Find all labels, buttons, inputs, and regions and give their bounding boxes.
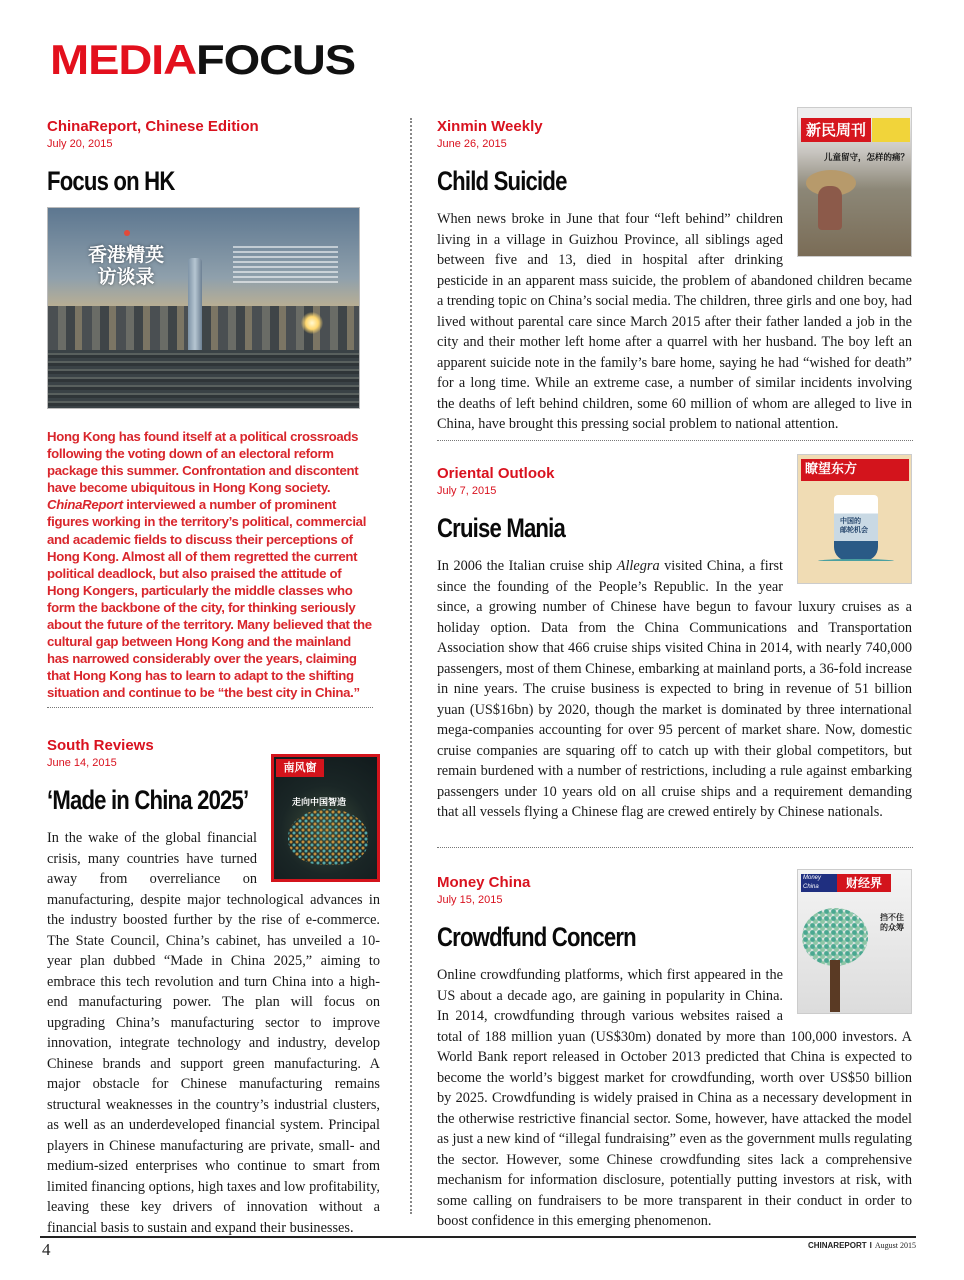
cover-masthead: 南风窗: [276, 759, 324, 777]
footer-brand: CHINAREPORT: [807, 1241, 867, 1250]
footer-publication: [808, 1241, 916, 1251]
wave-graphic: [818, 559, 894, 563]
article-lead: Hong Kong has found itself at a political crossroads following the voting down of an electoral reform package this summer. Confrontation and discontent have become ubiquitous in Hong Kong society. ChinaReport interviewed a number of prominent figures working in the territory’s political, commercial and academic fields to discuss their perceptions of Hong Kong. Almost all of them regretted the current political deadlock, but also praised the attitude of Hong Kongers, particularly the middle classes who form the backbone of the city, for thinking seriously about the future of the territory. Many believed that the cultural gap between Hong Kong and the mainland has narrowed considerably over the years, claiming that Hong Kong has to learn to adapt to the shifting situation and continue to be “the best city in China.”: [47, 429, 372, 701]
article-date: June 14, 2015: [47, 757, 117, 769]
article-headline: Crowdfund Concern: [437, 922, 636, 952]
article-body: 南风窗 走向中国智造 In the wake of the global financial crisis, many countries have turned away from overreliance on manufacturing, despite major technological advances in the industry boosted further by the rise of e-commerce. The State Council, China’s cabinet, has unveiled a 10-year plan dubbed “Made in China 2025,” aiming to embrace this tech revolution and turn China into a high-end manufacturing power. The plan will focus on upgrading China’s manufacturing sector to improve innovation, integrate technology and industry, develop Chinese brands and support green manufacturing. A major obstacle for Chinese manufacturing remains structural weaknesses in the country’s industrial clusters, as well as an underdeveloped financial system. Principal players in Chinese manufacturing are private, small- and medium-sized enterprises who continue to smart from limited financing options, high taxes and low profitability, leaving these key drivers of innovation without a financial basis to sustain and expand their businesses.: [47, 828, 380, 1238]
photo-harbour: [48, 350, 359, 409]
hong-kong-skyline-photo: [47, 207, 360, 409]
child-figure: [818, 186, 842, 230]
article-separator: [47, 707, 373, 708]
photo-title-zh: 香港精英 访谈录: [88, 244, 165, 288]
article-made-in-china-2025: [47, 737, 380, 1238]
footer-issue: August 2015: [874, 1241, 916, 1250]
article-headline: Cruise Mania: [437, 513, 565, 543]
brain-circuit-graphic: [288, 809, 368, 865]
article-date: July 15, 2015: [437, 894, 503, 906]
article-child-suicide: [437, 118, 912, 435]
cover-headline: 挡不住 的众筹: [880, 912, 904, 932]
article-body: 新民周刊 儿童留守，怎样的痛？ When news broke in June that four “left behind” children living in a village in Guizhou Province, all siblings aged between five and 13, died in hospital after drinking pesticide in an apparent mass suicide, the problem of abandoned children became a trending topic on China’s social media. The children, three girls and one boy, had lived without parental care since March 2015 after their father landed a job in the city and their mother left home after a quarrel with her husband. The boy left an apparent suicide note in the family’s bare home, saying he had “wished for death” for a long time. While an extreme case, a number of similar incidents involving the deaths of left behind children, some 60 million of whom are alleged to live in China, have brought this pressing social problem to national attention.: [437, 209, 912, 435]
masthead-media: MEDIA: [50, 36, 196, 83]
magazine-cover-xinmin-weekly: [797, 107, 912, 257]
page-number: 4: [42, 1240, 51, 1259]
article-source: Xinmin Weekly: [437, 118, 543, 135]
article-cruise-mania: [437, 462, 912, 823]
article-source: South Reviews: [47, 737, 154, 754]
cover-headline: 走向中国智造: [292, 798, 347, 808]
tree-trunk-graphic: [830, 960, 840, 1012]
masthead-focus: FOCUS: [195, 36, 356, 83]
cover-masthead-en: Money China: [801, 874, 837, 892]
cover-headline: 儿童留守，怎样的痛？: [824, 153, 910, 163]
footer-rule: [40, 1236, 916, 1238]
photo-sun: [301, 312, 323, 334]
article-headline: Focus on HK: [47, 166, 175, 196]
article-date: July 20, 2015: [47, 138, 113, 150]
photo-blurb-text: [233, 246, 338, 286]
article-headline: Child Suicide: [437, 166, 567, 196]
magazine-cover-money-china: [797, 869, 912, 1014]
section-masthead: [50, 36, 356, 83]
column-divider: [410, 118, 412, 1214]
article-source: ChinaReport, Chinese Edition: [47, 118, 259, 135]
tree-graphic: [802, 908, 868, 966]
cover-masthead: 瞭望东方: [801, 459, 909, 481]
article-focus-on-hk: [47, 118, 362, 197]
article-separator: [437, 847, 913, 848]
cover-headline: 中国的 邮轮机会: [840, 517, 868, 534]
article-crowdfund-concern: [437, 874, 912, 1232]
magazine-cover-south-reviews: [271, 754, 380, 882]
article-body: Money China 财经界 挡不住 的众筹 Online crowdfunding platforms, which first appeared in the US about a decade ago, are gaining in popularity in China. In 2014, crowdfunding through various websites raised a total of 188 million yuan (US$30m) donated by more than 100,000 investors. A World Bank report released in October 2013 predicted that China is expected to become the world’s biggest market for crowdfunding, worth over US$50 billion by 2025. Crowdfunding is widely praised in China as a necessary development in the otherwise restrictive financial sector. Some, however, have attacked the model as just a new kind of “illegal fundraising” even as the government mulls regulating the sector. However, some Chinese crowdfunding sites lack a comprehensive mechanism for information disclosure, potentially putting investors at risk, with some calling on fundraisers to be more transparent in their conduct in order to boost confidence in this emerging phenomenon.: [437, 965, 912, 1232]
red-dot-icon: [124, 230, 130, 236]
article-date: June 26, 2015: [437, 138, 507, 150]
photo-tower: [188, 258, 202, 350]
magazine-cover-oriental-outlook: [797, 454, 912, 584]
article-date: July 7, 2015: [437, 485, 497, 497]
article-source: Oriental Outlook: [437, 465, 555, 482]
article-focus-on-hk-lead: [47, 428, 375, 702]
article-headline: ‘Made in China 2025’: [47, 785, 249, 815]
article-separator: [437, 440, 913, 441]
cover-masthead: 新民周刊: [801, 118, 871, 142]
article-body: 瞭望东方 中国的 邮轮机会 In 2006 the Italian cruise ship Allegra visited China, a first since the founding of the People’s Republic. In the year since, a growing number of Chinese have begun to favour luxury cruises as a holiday option. Data from the China Communications and Transportation Association show that 466 cruise ships visited China in 2014, with nearly 740,000 passengers, most of them Chinese, embarking at mainland ports, a 36-fold increase in nine years. The cruise business is expected to bring in revenue of 51 billion yuan (US$16bn) by 2020, though the market is dominated by three international mega-companies accounting for over 95 percent of market share. Now, domestic cruise companies are squaring off to catch up with their global competitors, but remain burdened with a number of restrictions, including a rule against embarking passengers under 10 years old on all cruise ships and a requirement demanding that all vessels flying a Chinese flag are crewed entirely by Chinese nationals.: [437, 556, 912, 823]
cover-masthead-zh: 财经界: [837, 874, 891, 892]
footer-separator: I: [869, 1241, 872, 1250]
cover-inset: [872, 118, 910, 142]
article-source: Money China: [437, 874, 531, 891]
